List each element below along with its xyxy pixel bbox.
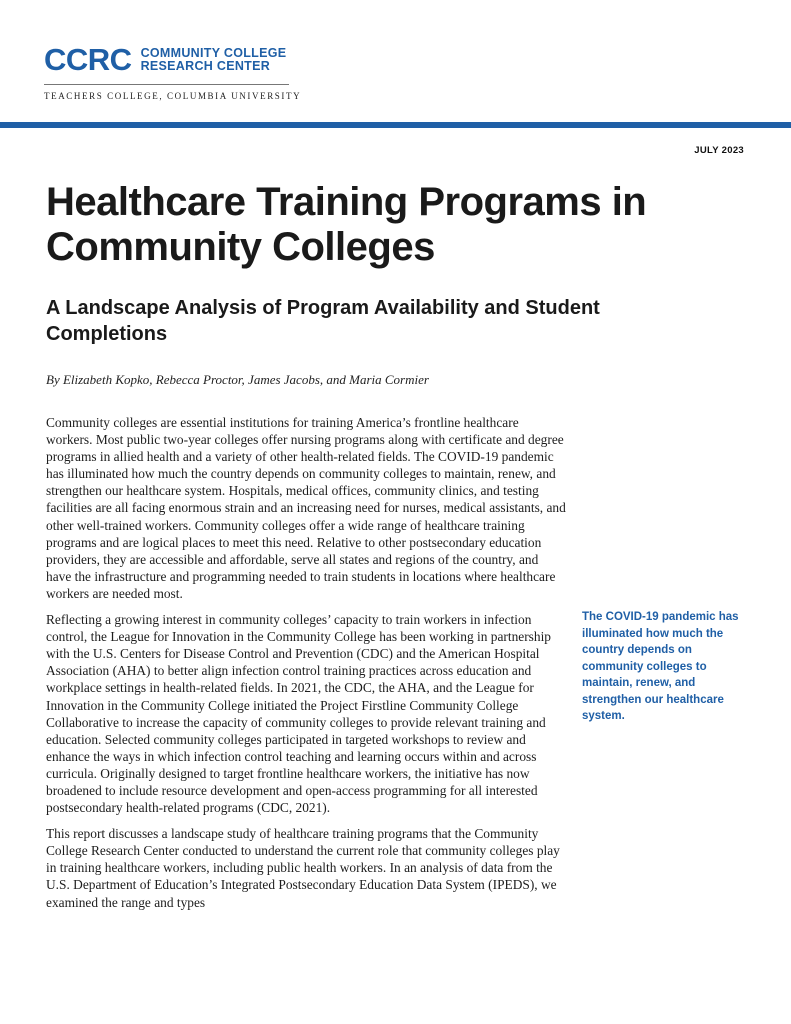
paragraph-3: This report discusses a landscape study of healthcare training programs that the Community College Research Center conducted to understand the current role that community colleges play in training healthcare workers, including public health workers. In an analysis of data from the U.S. Department of Education’s Integrated Postsecondary Education Data System (IPEDS), we examined the range and types xyxy=(46,826,560,910)
page-subtitle: A Landscape Analysis of Program Availability and Student Completions xyxy=(46,297,600,345)
pull-quote: The COVID-19 pandemic has illuminated how much the country depends on community colleges to maintain, renew, and strengthen our healthcare system. xyxy=(582,611,739,722)
author-byline: By Elizabeth Kopko, Rebecca Proctor, James Jacobs, and Maria Cormier xyxy=(46,372,429,387)
paragraph-1: Community colleges are essential institutions for training America’s frontline healthcare workers. Most public two-year colleges offer nursing programs along with certificate and degree programs in allied health and a variety of other health-related fields. The COVID-19 pandemic has illuminated how much the country depends on community colleges to maintain, renew, and strengthen our healthcare system. Hospitals, medical offices, community clinics, and testing facilities are all facing enormous strain and an increasing need for nurses, medical assistants, and other well-trained workers. Community colleges offer a wide range of healthcare training programs and are logical places to meet this need. Relative to other postsecondary education providers, they are accessible and affordable, serve all states and regions of the country, and have the infrastructure and programming needed to train students in locations where healthcare workers are needed most. xyxy=(46,415,566,601)
publication-date: JULY 2023 xyxy=(694,145,744,156)
logo-org-line2: RESEARCH CENTER xyxy=(140,58,271,73)
logo-divider xyxy=(44,84,289,85)
masthead xyxy=(44,44,301,101)
logo-org-line1: COMMUNITY COLLEGE xyxy=(140,45,287,60)
logo-mark: CCRC xyxy=(44,42,132,77)
paragraph-2: Reflecting a growing interest in community colleges’ capacity to train workers in infection control, the League for Innovation in the Community College has been working in partnership with the U.S. Centers for Disease Control and Prevention (CDC) and the American Hospital Association (AHA) to better align infection control training practices across education and workplace settings in health-related fields. In 2021, the CDC, the AHA, and the League for Innovation in the Community College initiated the Project Firstline Community College Collaborative to increase the capacity of community colleges to provide relevant training and education. Selected community colleges participated in targeted workshops to review and enhance the ways in which infection control teaching and learning occurs within and across curricula. Originally designed to target frontline healthcare workers, the initiative has now broadened to include resource development and open-access programming for all interested postsecondary health-related programs (CDC, 2021). xyxy=(46,612,552,816)
header-rule xyxy=(0,122,791,128)
body-text xyxy=(46,414,566,920)
ccrc-logo xyxy=(44,44,301,75)
affiliation: TEACHERS COLLEGE, COLUMBIA UNIVERSITY xyxy=(44,91,302,101)
logo-org-name xyxy=(141,47,287,73)
page-title: Healthcare Training Programs in Community Colleges xyxy=(46,180,647,269)
